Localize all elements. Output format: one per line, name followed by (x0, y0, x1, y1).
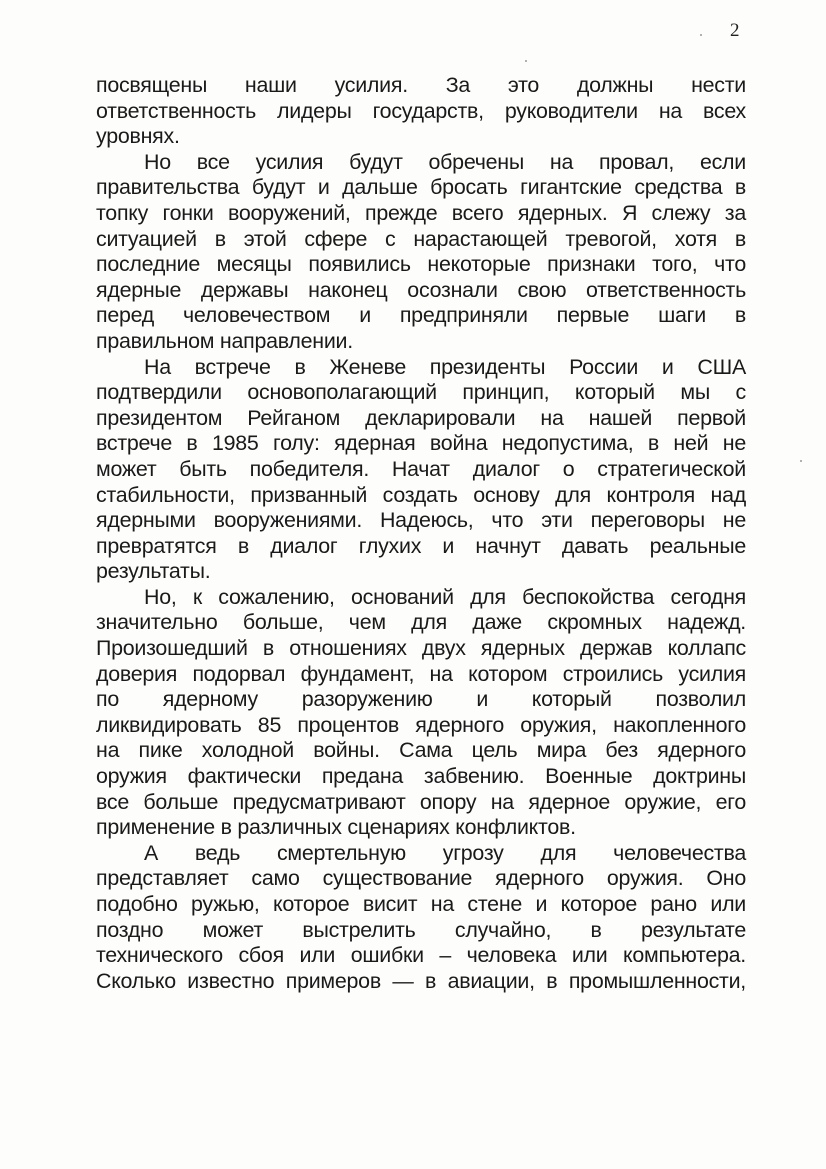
text-line: Сколько известно примеров — в авиации, в промышленности, (96, 968, 746, 993)
scan-speck (800, 460, 802, 462)
text-line: А ведь смертельную угрозу для человечества (144, 840, 746, 865)
text-line: подтвердили основополагающий принцип, который мы с (96, 380, 746, 405)
text-line: Но, к сожалению, оснований для беспокойства сегодня (144, 584, 746, 609)
text-line: уровнях. (96, 124, 180, 149)
text-line: подобно ружью, которое висит на стене и которое рано или (96, 892, 746, 916)
text-line: поздно может выстрелить случайно, в результате (96, 917, 746, 942)
text-line: результаты. (96, 559, 211, 584)
text-line: ситуацией в этой сфере с нарастающей тревогой, хотя в (96, 226, 746, 251)
text-line: доверия подорвал фундамент, на котором строились усилия (96, 661, 746, 686)
scan-speck (700, 34, 702, 36)
text-line: на пике холодной войны. Сама цель мира без ядерного (96, 738, 746, 763)
body-text (96, 73, 746, 994)
text-line: ядерные державы наконец осознали свою ответственность (96, 277, 746, 302)
text-line: технического сбоя или ошибки – человека или компьютера. (96, 943, 746, 968)
text-line: превратятся в диалог глухих и начнут давать реальные (96, 533, 746, 558)
page-number: 2 (730, 20, 740, 41)
paragraph (96, 73, 746, 150)
text-line: все больше предусматривают опору на ядерное оружие, его (96, 789, 746, 814)
paragraph (96, 150, 746, 355)
text-line: применение в различных сценариях конфликтов. (96, 815, 576, 840)
text-line: посвящены наши усилия. За это должны нести (96, 73, 746, 97)
text-line: ядерными вооружениями. Надеюсь, что эти переговоры не (96, 508, 746, 533)
text-line: встрече в 1985 голу: ядерная война недопустима, в ней не (96, 431, 746, 456)
text-line: по ядерному разоружению и который позволил (96, 687, 746, 712)
text-line: перед человечеством и предприняли первые шаги в (96, 303, 746, 328)
paragraph (96, 355, 746, 585)
text-line: Произошедший в отношениях двух ядерных держав коллапс (96, 636, 746, 661)
text-line: оружия фактически предана забвению. Военные доктрины (96, 764, 746, 789)
text-line: может быть победителя. Начат диалог о стратегической (96, 456, 746, 481)
text-line: президентом Рейганом декларировали на нашей первой (96, 405, 746, 430)
text-line: правительства будут и дальше бросать гигантские средства в (96, 175, 746, 200)
paragraph (96, 585, 746, 841)
text-line: Но все усилия будут обречены на провал, если (144, 149, 746, 174)
text-line: На встрече в Женеве президенты России и США (144, 354, 746, 379)
text-line: ответственность лидеры государств, руководители на всех (96, 98, 746, 123)
text-line: топку гонки вооружений, прежде всего ядерных. Я слежу за (96, 200, 746, 225)
scan-speck (525, 60, 527, 62)
text-line: значительно больше, чем для даже скромных надежд. (96, 610, 746, 635)
text-line: последние месяцы появились некоторые признаки того, что (96, 252, 746, 277)
paragraph (96, 841, 746, 995)
text-line: стабильности, призванный создать основу для контроля над (96, 482, 746, 507)
text-line: ликвидировать 85 процентов ядерного оружия, накопленного (96, 712, 746, 737)
text-line: представляет само существование ядерного оружия. Оно (96, 866, 746, 891)
text-line: правильном направлении. (96, 328, 353, 353)
